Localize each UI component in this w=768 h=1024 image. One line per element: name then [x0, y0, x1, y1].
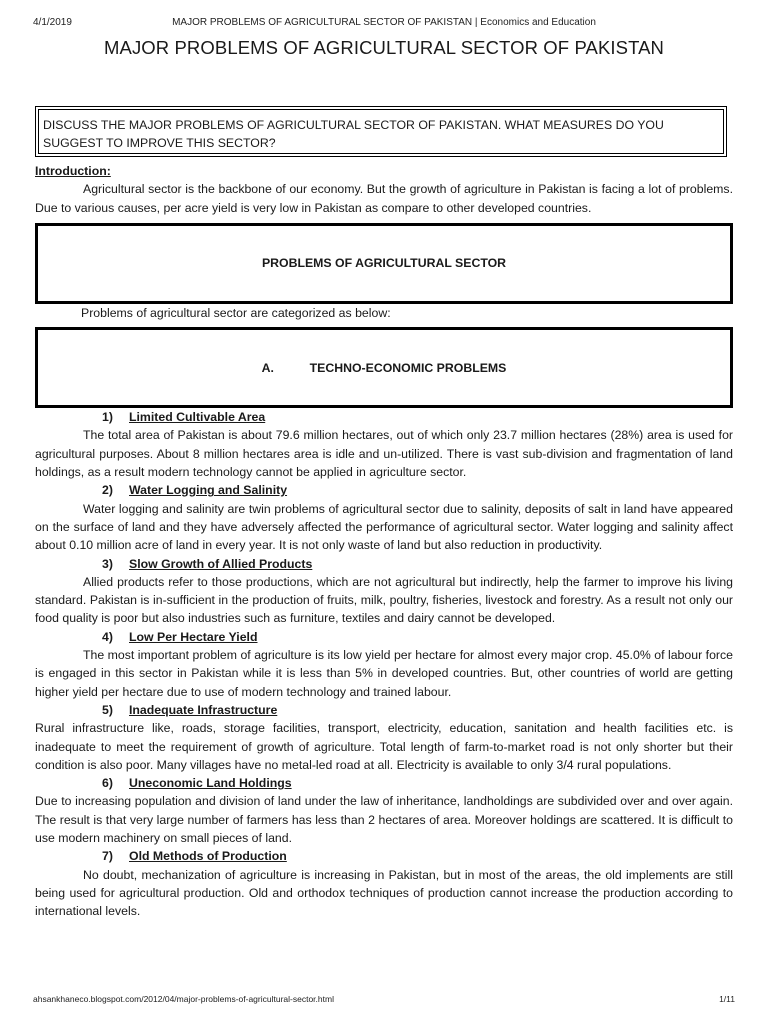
section-paragraph: Water logging and salinity are twin problems of agricultural sector due to salinity, deposits of salt in land have appeared on the surface of land and they have adversely affected the performance of agricultural sector. Water logging and salinity affect about 0.10 million acre of land in every year. It is not only waste of land but also reduction in productivity. — [35, 501, 733, 553]
print-footer — [0, 992, 768, 1006]
category-letter: A. — [261, 360, 274, 375]
problems-heading-box — [35, 223, 733, 304]
section-heading — [35, 555, 733, 573]
print-date: 4/1/2019 — [33, 17, 72, 28]
section-title: Low Per Hectare Yield — [129, 629, 258, 644]
section-number: 5) — [102, 702, 113, 717]
page-url: ahsankhaneco.blogspot.com/2012/04/major-problems-of-agricultural-sector.html — [33, 994, 334, 1004]
category-title: TECHNO-ECONOMIC PROBLEMS — [309, 360, 507, 375]
section-paragraph: The most important problem of agriculture is its low yield per hectare for almost every major crop. 45.0% of labour force is engaged in this sector in Pakistan while it is less than 5% in developed countries. But, other countries of world are getting higher yield per hectare due to use of modern technology and trained labour. — [35, 648, 733, 699]
question-text: DISCUSS THE MAJOR PROBLEMS OF AGRICULTURAL SECTOR OF PAKISTAN. WHAT MEASURES DO YOU SUGGEST TO IMPROVE THIS SECTOR? — [43, 118, 664, 150]
section-number: 1) — [102, 410, 113, 425]
section-title: Uneconomic Land Holdings — [129, 776, 292, 791]
question-box — [35, 106, 727, 157]
section-paragraph: No doubt, mechanization of agriculture is increasing in Pakistan, but in most of the areas, the old implements are still being used for agricultural production. Old and orthodox techniques of production cannot increase the production according to international levels. — [35, 867, 733, 919]
section-paragraph: The total area of Pakistan is about 79.6 million hectares, out of which only 23.7 million hectares (28%) area is used for agricultural purposes. About 8 million hectares area is idle and un-utilized. There is vast sub-division and fragmentation of land holdings, as a result modern technology cannot be applied in agriculture sector. — [35, 428, 733, 480]
page-title: MAJOR PROBLEMS OF AGRICULTURAL SECTOR OF PAKISTAN — [104, 37, 664, 58]
section-title: Water Logging and Salinity — [129, 483, 288, 498]
section-heading — [35, 408, 733, 426]
print-header-title: MAJOR PROBLEMS OF AGRICULTURAL SECTOR OF PAKISTAN | Economics and Education — [172, 17, 596, 28]
problems-heading: PROBLEMS OF AGRICULTURAL SECTOR — [261, 256, 507, 271]
section-paragraph: Due to increasing population and division of land under the law of inheritance, landholdings are subdivided over and over again. The result is that very large number of farmers has less than 2 hectares of area. Moreover holdings are scattered. It is difficult to use modern machinery on small pieces of land. — [35, 794, 733, 846]
section-heading — [35, 774, 733, 792]
section-title: Old Methods of Production — [129, 849, 287, 864]
section-title: Inadequate Infrastructure — [129, 702, 278, 717]
section-number: 3) — [102, 556, 113, 571]
intro-paragraph: Agricultural sector is the backbone of our economy. But the growth of agriculture in Pakistan is facing a lot of problems. Due to various causes, per acre yield is very low in Pakistan as compare to other developed countries. — [35, 182, 733, 215]
section-number: 2) — [102, 483, 113, 498]
article-body — [35, 162, 733, 921]
section-heading — [35, 847, 733, 865]
section-heading — [35, 701, 733, 719]
page-number: 1/11 — [719, 994, 735, 1004]
section-paragraph: Rural infrastructure like, roads, storage facilities, transport, electricity, education, sanitation and health facilities etc. is inadequate to meet the requirement of growth of agriculture. Total length of farm-to-market road is not only shorter but their condition is also poor. Many villages have no metal-led road at all. Electricity is available to only 3/4 rural populations. — [35, 721, 733, 772]
section-paragraph: Allied products refer to those productions, which are not agricultural but indirectly, help the farmer to improve his living standard. Pakistan is in-sufficient in the production of fruits, milk, poultry, fisheries, livestock and forestry. As a result not only our food quality is poor but also industries such as furniture, textiles and dairy cannot be developed. — [35, 574, 733, 626]
section-number: 7) — [102, 849, 113, 864]
categorized-text: Problems of agricultural sector are categorized as below: — [81, 305, 391, 320]
print-header — [0, 16, 768, 30]
section-number: 6) — [102, 776, 113, 791]
section-number: 4) — [102, 629, 113, 644]
intro-heading: Introduction: — [35, 164, 111, 178]
category-box — [35, 327, 733, 408]
section-title: Limited Cultivable Area — [129, 410, 266, 425]
section-heading — [35, 481, 733, 499]
section-heading — [35, 628, 733, 646]
section-title: Slow Growth of Allied Products — [129, 556, 313, 571]
